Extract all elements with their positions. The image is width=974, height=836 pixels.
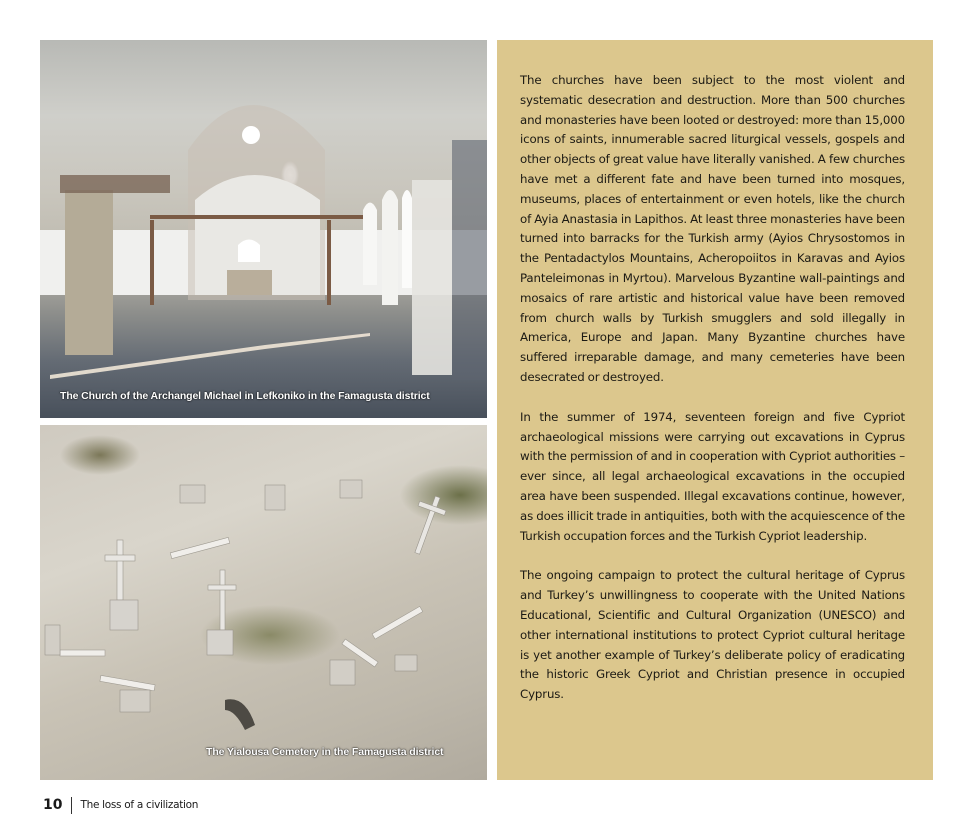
altar (227, 270, 272, 295)
side-window-1 (363, 203, 377, 286)
paragraph-unesco: The ongoing campaign to protect the cultural heritage of Cyprus and Turkey’s unwillingness to cooperate with the United Nations Educational, Scientific and Cultural Organization (UNESCO) and other international institutions to protect Cypriot cultural heritage is yet another example of Turkey’s deliberate policy of eradicating the historic Greek Cypriot and Christian presence in occupied Cyprus. (520, 568, 905, 702)
standing-cross-2 (207, 570, 236, 655)
high-window-light (242, 126, 260, 144)
left-pillar (65, 190, 113, 355)
cemetery-photo-caption: The Yialousa Cemetery in the Famagusta district (206, 746, 444, 758)
footer-title: The loss of a civilization (80, 799, 199, 811)
page-number: 10 (43, 797, 63, 813)
cemetery-photo (40, 425, 487, 780)
text-panel (497, 40, 933, 780)
standing-cross-1 (105, 540, 138, 630)
church-photo (40, 40, 487, 418)
paragraph-churches: The churches have been subject to the most violent and systematic desecration and destruction. More than 500 churches and monasteries have been looted or destroyed: more than 15,000 icons of saints, innumerable sacred liturgical vessels, gospels and other objects of great value have literally vanished. A few churches have met a different fate and have been turned into mosques, museums, places of entertainment or even hotels, like the church of Ayia Anastasia in Lapithos. At least three monasteries have been turned into barracks for the Turkish army (Ayios Chrysostomos in the Pentadactylos Mountains, Acheropoiitos in Karavas and Ayios Panteleimonas in Myrtou). Marvelous Byzantine wall-paintings and mosaics of rare artistic and historical value have been removed from church walls by Turkish smugglers and sold illegally in America, Europe and Japan. Many Byzantine churches have suffered irreparable damage, and many cemeteries have been desecrated or destroyed. (520, 73, 905, 384)
footer-divider (71, 797, 72, 814)
side-window-2 (382, 190, 398, 305)
standing-cross-3 (415, 496, 446, 554)
right-wall (412, 180, 452, 375)
broken-beam (60, 175, 170, 193)
tie-post-left (150, 220, 154, 305)
paragraph-archaeology: In the summer of 1974, seventeen foreign and five Cypriot archaeological missions were carrying out excavations in Cyprus with the permission of and in cooperation with Cypriot authorities – ever since, all legal archaeological excavations in the occupied area have been suspended. Illegal excavations continue, however, as does illicit trade in antiquities, both with the acquiescence of the Turkish occupation forces and the Turkish Cypriot leadership. (520, 409, 905, 543)
tie-post-right (327, 220, 331, 305)
side-window-3 (402, 190, 412, 288)
church-interior-illustration (40, 40, 487, 418)
page-footer (43, 795, 198, 815)
cemetery-illustration (40, 425, 487, 780)
apse-window (238, 240, 260, 263)
right-wall-shadow (452, 140, 487, 380)
church-photo-caption: The Church of the Archangel Michael in Lefkoniko in the Famagusta district (60, 390, 430, 402)
tie-beam (150, 215, 370, 219)
dark-debris (225, 699, 255, 730)
